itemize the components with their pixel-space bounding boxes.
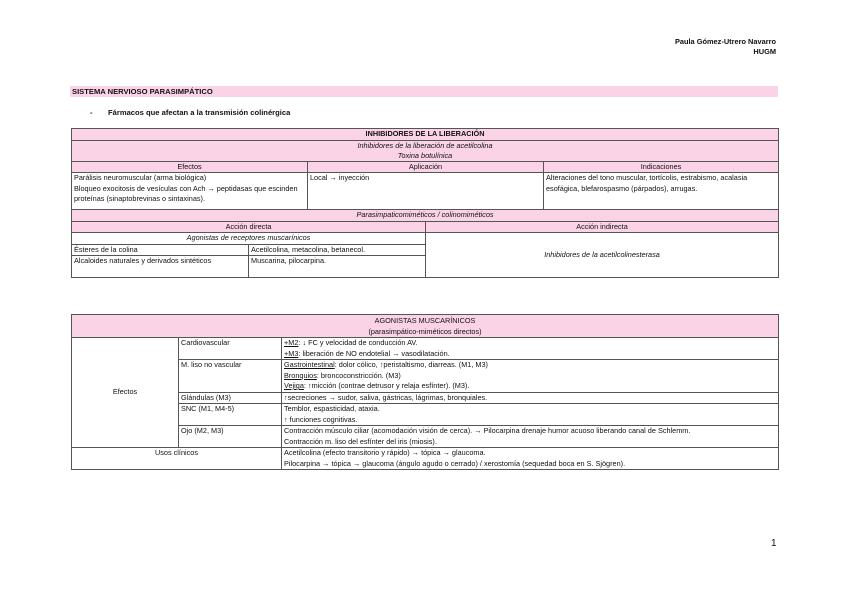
gi-tag: Gastrointestinal [284,360,335,369]
table1-title: INHIBIDORES DE LA LIBERACIÓN [72,129,779,141]
table1-subsubtitle: Toxina botulínica [72,151,779,162]
bladder-tag: Vejiga [284,381,304,390]
m2-tag: +M2 [284,338,299,347]
col-application: Aplicación [308,161,544,173]
indirect-action-value: Inhibidores de la acetilcolinesterasa [426,233,779,278]
eye-value: Contracción músculo ciliar (acomodación visión de cerca). → Pilocarpina drenaje humor acuoso liberando canal de Schlemm. Contracción m. liso del esfínter del iris (miosis). [282,426,779,448]
release-inhibitors-table [71,128,779,278]
cardio-label: Cardiovascular [179,338,282,360]
clinical-uses-label: Usos clínicos [72,448,282,470]
cardio-value: +M2: ↓ FC y velocidad de conducción AV. +M3: liberación de NO endotelial → vasodilatación. [282,338,779,360]
bullet-dash: - [90,108,93,117]
effects-label: Efectos [72,338,179,448]
agonists-header: Agonistas de receptores muscarínicos [72,233,426,245]
glands-label: Glándulas (M3) [179,392,282,404]
parasympathomimetics-title: Parasimpaticomiméticos / colinomiméticos [72,210,779,222]
direct-action-header: Acción directa [72,221,426,233]
bronchi-tag: Bronquios [284,370,317,380]
application-cell: Local → inyección [308,173,544,210]
bullet-item [90,108,290,117]
section-title: SISTEMA NERVIOSO PARASIMPÁTICO [70,86,778,97]
alkaloids-value: Muscarina, pilocarpina. [249,256,426,278]
indications-cell: Alteraciones del tono muscular, tortícolis, estrabismo, acalasia esofágica, blefarospasmo (párpados), arrugas. [544,173,779,210]
muscarinic-agonists-table [71,314,779,470]
indirect-action-header: Acción indirecta [426,221,779,233]
table2-subtitle: (parasimpático-miméticos directos) [72,327,779,338]
effects-line-2: Bloqueo exocitosis de vesículas con Ach → peptidasas que escinden proteínas (sinaptobrevinas o sintaxinas). [74,183,298,203]
choline-esters-label: Ésteres de la colina [72,244,249,256]
effects-cell [72,173,308,210]
clinical-uses-value: Acetilcolina (efecto transitorio y rápido) → tópica → glaucoma. Pilocarpina → tópica → glaucoma (ángulo agudo o cerrado) / xerostomía (sequedad boca en S. Sjögren). [282,448,779,470]
table1-subtitle: Inhibidores de la liberación de acetilcolina [72,140,779,151]
choline-esters-value: Acetilcolina, metacolina, betanecol. [249,244,426,256]
col-indications: Indicaciones [544,161,779,173]
table2-title: AGONISTAS MUSCARÍNICOS [72,315,779,327]
author-org: HUGM [753,47,776,56]
cns-value: Temblor, espasticidad, ataxia. ↑ funciones cognitivas. [282,404,779,426]
smooth-muscle-label: M. liso no vascular [179,360,282,393]
author-name: Paula Gómez-Utrero Navarro [674,37,776,46]
page-number: 1 [771,538,777,549]
smooth-muscle-value: Gastrointestinal: dolor cólico, ↑peristaltismo, diarreas. (M1, M3) Bronquios: broncoconstricción. (M3) Vejiga: ↑micción (contrae detrusor y relaja esfínter). (M3). [282,360,779,393]
bullet-text: Fármacos que afectan a la transmisión colinérgica [108,108,291,117]
glands-value: ↑secreciones → sudor, saliva, gástricas, lágrimas, bronquiales. [282,392,779,404]
col-effects: Efectos [72,161,308,173]
eye-label: Ojo (M2, M3) [179,426,282,448]
cns-label: SNC (M1, M4-5) [179,404,282,426]
alkaloids-label: Alcaloides naturales y derivados sintéticos [72,256,249,278]
page-header [675,37,776,57]
effects-line-1: Parálisis neuromuscular (arma biológica) [74,173,207,182]
m3-tag: +M3 [284,348,299,358]
